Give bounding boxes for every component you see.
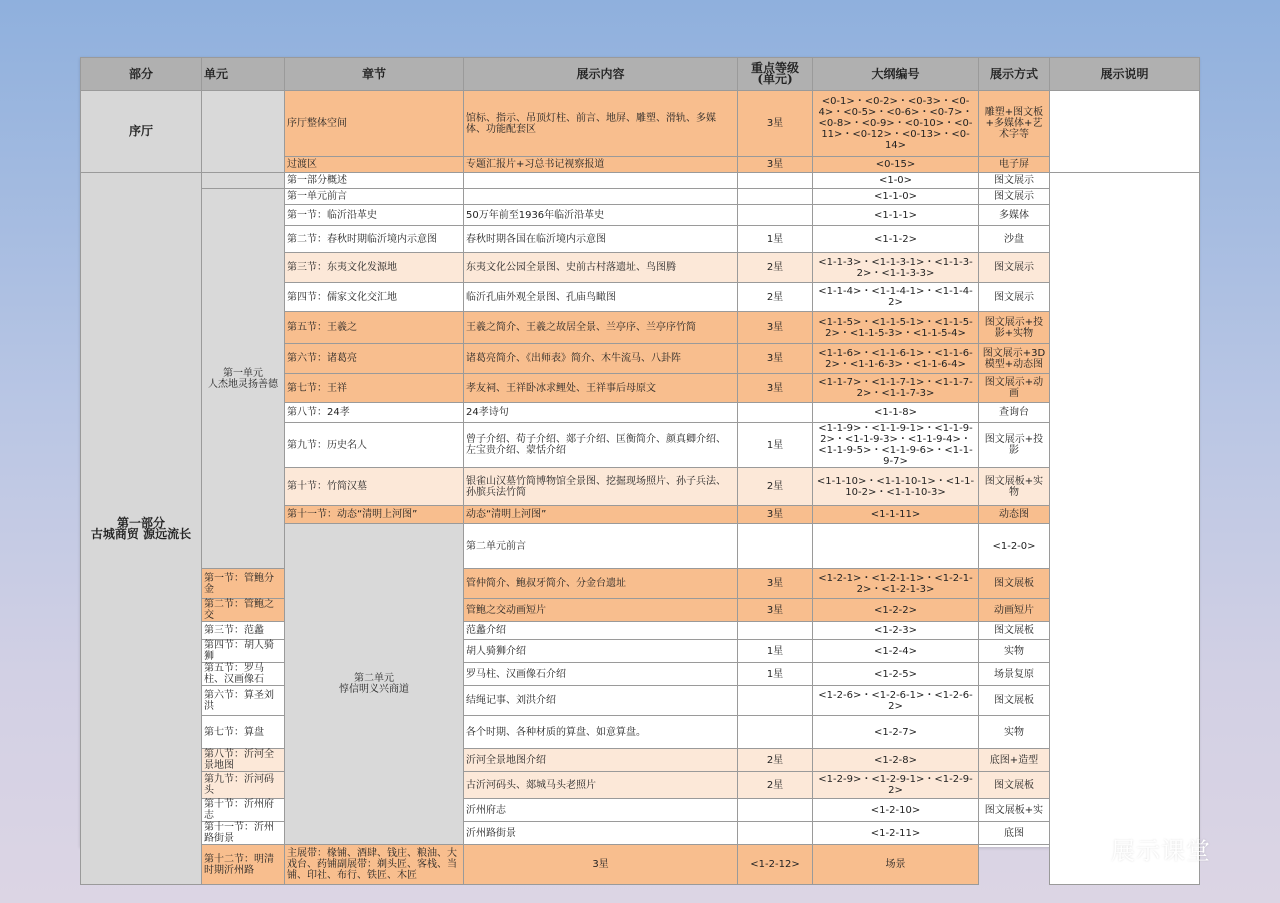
level-cell: 2星 xyxy=(738,283,813,312)
code-cell: <1-2-3> xyxy=(813,622,979,640)
unit-cell-empty xyxy=(202,91,285,173)
content-cell: 主展带：椽铺、酒肆、钱庄、粮油、大戏台、药铺副展带：剃头匠、客栈、当铺、印社、布行、铁匠、木匠 xyxy=(285,845,464,885)
chapter-cell: 第一部分概述 xyxy=(285,173,464,189)
mode-cell: 图文展板 xyxy=(979,686,1050,716)
unit-cell-empty xyxy=(202,173,285,189)
content-cell xyxy=(464,173,738,189)
code-cell: <1-0> xyxy=(813,173,979,189)
chapter-cell: 第七节：算盘 xyxy=(202,716,285,749)
header-row xyxy=(81,58,1200,91)
content-cell: 曾子介绍、荀子介绍、郯子介绍、匡衡简介、颜真卿介绍、左宝贵介绍、蒙恬介绍 xyxy=(464,423,738,468)
content-cell: 动态“清明上河图” xyxy=(464,506,738,524)
mode-cell: 底图 xyxy=(979,822,1050,845)
table-row xyxy=(81,640,1200,663)
section-cell: 第一部分 古城商贸 源远流长 xyxy=(81,173,202,885)
chapter-cell: 序厅整体空间 xyxy=(285,91,464,157)
header-unit: 单元 xyxy=(202,58,285,91)
level-cell xyxy=(738,189,813,205)
level-cell xyxy=(738,403,813,423)
code-cell: <1-2-1>・<1-2-1-1>・<1-2-1-2>・<1-2-1-3> xyxy=(813,569,979,599)
code-cell: <1-2-5> xyxy=(813,663,979,686)
mode-cell: 图文展示 xyxy=(979,173,1050,189)
header-part: 部分 xyxy=(81,58,202,91)
header-code: 大纲编号 xyxy=(813,58,979,91)
mode-cell: 场景 xyxy=(813,845,979,885)
level-cell xyxy=(738,173,813,189)
chapter-cell: 第一节：管鲍分金 xyxy=(202,569,285,599)
chapter-cell: 第一单元前言 xyxy=(285,189,464,205)
level-cell: 3星 xyxy=(738,91,813,157)
chapter-cell: 第十节：沂州府志 xyxy=(202,799,285,822)
code-cell: <0-15> xyxy=(813,157,979,173)
mode-cell: 底图+造型 xyxy=(979,749,1050,772)
content-cell: 50万年前至1936年临沂沿革史 xyxy=(464,205,738,226)
chapter-cell: 过渡区 xyxy=(285,157,464,173)
section-cell: 序厅 xyxy=(81,91,202,173)
code-cell: <1-1-0> xyxy=(813,189,979,205)
chapter-cell: 第四节：胡人骑狮 xyxy=(202,640,285,663)
mode-cell: 沙盘 xyxy=(979,226,1050,253)
table-row xyxy=(81,686,1200,716)
mode-cell: 实物 xyxy=(979,716,1050,749)
level-cell xyxy=(738,799,813,822)
code-cell: <1-2-9>・<1-2-9-1>・<1-2-9-2> xyxy=(813,772,979,799)
chapter-cell: 第十二节：明清时期沂州路 xyxy=(202,845,285,885)
level-cell: 3星 xyxy=(738,506,813,524)
mode-cell: 图文展板 xyxy=(979,772,1050,799)
watermark xyxy=(1067,828,1211,868)
mode-cell: 场景复原 xyxy=(979,663,1050,686)
code-cell: <1-1-7>・<1-1-7-1>・<1-1-7-2>・<1-1-7-3> xyxy=(813,374,979,403)
content-cell: 诸葛亮简介、《出师表》简介、木牛流马、八卦阵 xyxy=(464,344,738,374)
table-row xyxy=(81,599,1200,622)
mode-cell: 图文展板 xyxy=(979,622,1050,640)
code-cell: <1-2-8> xyxy=(813,749,979,772)
mode-cell: 图文展板 xyxy=(979,569,1050,599)
chapter-cell: 第十一节：沂州路街景 xyxy=(202,822,285,845)
level-cell: 3星 xyxy=(738,344,813,374)
code-cell: <1-1-9>・<1-1-9-1>・<1-1-9-2>・<1-1-9-3>・<1-1-9-4>・<1-1-9-5>・<1-1-9-6>・<1-1-9-7> xyxy=(813,423,979,468)
content-cell: 胡人骑狮介绍 xyxy=(464,640,738,663)
mode-cell: 多媒体 xyxy=(979,205,1050,226)
unit-cell: 第二单元 惇信明义兴商道 xyxy=(285,524,464,845)
content-cell: 春秋时期各国在临沂境内示意图 xyxy=(464,226,738,253)
chapter-cell: 第九节：历史名人 xyxy=(285,423,464,468)
mode-cell: 图文展示+动画 xyxy=(979,374,1050,403)
code-cell: <1-1-8> xyxy=(813,403,979,423)
chapter-cell: 第八节：24孝 xyxy=(285,403,464,423)
chapter-cell: 第四节：儒家文化交汇地 xyxy=(285,283,464,312)
content-cell: 管鲍之交动画短片 xyxy=(464,599,738,622)
level-cell: 1星 xyxy=(738,423,813,468)
mode-cell: 图文展示 xyxy=(979,253,1050,283)
content-cell: 古沂河码头、郯城马头老照片 xyxy=(464,772,738,799)
code-cell: <1-1-2> xyxy=(813,226,979,253)
content-cell: 沂州府志 xyxy=(464,799,738,822)
code-cell: <1-1-10>・<1-1-10-1>・<1-1-10-2>・<1-1-10-3> xyxy=(813,468,979,506)
level-cell xyxy=(738,622,813,640)
code-cell: <1-2-12> xyxy=(738,845,813,885)
table-row xyxy=(81,716,1200,749)
level-cell: 3星 xyxy=(738,157,813,173)
code-cell: <1-1-5>・<1-1-5-1>・<1-1-5-2>・<1-1-5-3>・<1-1-5-4> xyxy=(813,312,979,344)
mode-cell: 雕塑+图文板+多媒体+艺术字等 xyxy=(979,91,1050,157)
table-row xyxy=(81,822,1200,845)
mode-cell: 动画短片 xyxy=(979,599,1050,622)
level-cell: 1星 xyxy=(738,226,813,253)
table-row xyxy=(81,799,1200,822)
level-cell: 2星 xyxy=(738,749,813,772)
chapter-cell: 第五节：王羲之 xyxy=(285,312,464,344)
content-cell: 临沂孔庙外观全景图、孔庙鸟瞰图 xyxy=(464,283,738,312)
code-cell: <1-1-6>・<1-1-6-1>・<1-1-6-2>・<1-1-6-3>・<1-1-6-4> xyxy=(813,344,979,374)
content-cell: 馆标、指示、吊顶灯柱、前言、地屏、雕塑、滑轨、多媒体、功能配套区 xyxy=(464,91,738,157)
chapter-cell: 第三节：东夷文化发源地 xyxy=(285,253,464,283)
code-cell: <1-1-1> xyxy=(813,205,979,226)
chapter-cell: 第九节：沂河码头 xyxy=(202,772,285,799)
level-cell: 2星 xyxy=(738,253,813,283)
watermark-text: 展示课堂 xyxy=(1111,836,1211,865)
mode-cell: 实物 xyxy=(979,640,1050,663)
chapter-cell: 第二单元前言 xyxy=(464,524,738,569)
mode-cell: 图文展板+实物 xyxy=(979,468,1050,506)
code-cell: <0-1>・<0-2>・<0-3>・<0-4>・<0-5>・<0-6>・<0-7>・<0-8>・<0-9>・<0-10>・<0-11>・<0-12>・<0-13>・<0-14> xyxy=(813,91,979,157)
level-cell: 3星 xyxy=(464,845,738,885)
content-cell: 沂州路街景 xyxy=(464,822,738,845)
mode-cell: 图文展板+实 xyxy=(979,799,1050,822)
table-row xyxy=(81,749,1200,772)
level-cell: 3星 xyxy=(738,569,813,599)
code-cell: <1-2-4> xyxy=(813,640,979,663)
code-cell: <1-2-10> xyxy=(813,799,979,822)
content-cell: 24孝诗句 xyxy=(464,403,738,423)
level-cell xyxy=(738,822,813,845)
mode-cell: 图文展示+投影+实物 xyxy=(979,312,1050,344)
table-row xyxy=(81,569,1200,599)
content-cell: 东夷文化公园全景图、史前古村落遗址、鸟图腾 xyxy=(464,253,738,283)
level-cell: 3星 xyxy=(738,312,813,344)
table-row xyxy=(81,772,1200,799)
mode-cell: 查询台 xyxy=(979,403,1050,423)
exhibit-outline-table xyxy=(80,57,1200,885)
code-cell: <1-2-0> xyxy=(979,524,1050,569)
chapter-cell: 第八节：沂河全景地图 xyxy=(202,749,285,772)
level-cell: 2星 xyxy=(738,468,813,506)
mode-cell: 电子屏 xyxy=(979,157,1050,173)
level-cell: 2星 xyxy=(738,772,813,799)
content-cell: 银雀山汉墓竹简博物馆全景图、挖掘现场照片、孙子兵法、孙膑兵法竹简 xyxy=(464,468,738,506)
content-cell xyxy=(738,524,813,569)
code-cell: <1-2-2> xyxy=(813,599,979,622)
table-row xyxy=(81,622,1200,640)
table-row xyxy=(81,845,1200,885)
content-cell: 王羲之简介、王羲之故居全景、兰亭序、兰亭序竹简 xyxy=(464,312,738,344)
mode-cell: 图文展示+3D模型+动态图 xyxy=(979,344,1050,374)
level-cell xyxy=(813,524,979,569)
level-cell xyxy=(738,716,813,749)
level-cell: 3星 xyxy=(738,374,813,403)
mode-cell: 动态图 xyxy=(979,506,1050,524)
header-chapter: 章节 xyxy=(285,58,464,91)
code-cell: <1-1-11> xyxy=(813,506,979,524)
table-row xyxy=(81,173,1200,189)
content-cell xyxy=(464,189,738,205)
content-cell: 范蠡介绍 xyxy=(464,622,738,640)
chapter-cell: 第十节：竹简汉墓 xyxy=(285,468,464,506)
chapter-cell: 第三节：范蠡 xyxy=(202,622,285,640)
content-cell: 专题汇报片+习总书记视察报道 xyxy=(464,157,738,173)
chapter-cell: 第五节：罗马柱、汉画像石 xyxy=(202,663,285,686)
mode-cell: 图文展示+投影 xyxy=(979,423,1050,468)
chapter-cell: 第十一节：动态“清明上河图” xyxy=(285,506,464,524)
code-cell: <1-2-7> xyxy=(813,716,979,749)
level-cell: 1星 xyxy=(738,640,813,663)
mode-cell: 图文展示 xyxy=(979,189,1050,205)
unit-cell: 第一单元 人杰地灵扬善德 xyxy=(202,189,285,569)
mode-cell: 图文展示 xyxy=(979,283,1050,312)
content-cell: 孝友祠、王祥卧冰求鲤处、王祥事后母原文 xyxy=(464,374,738,403)
code-cell: <1-2-11> xyxy=(813,822,979,845)
chapter-cell: 第二节：管鲍之交 xyxy=(202,599,285,622)
header-note: 展示说明 xyxy=(1050,58,1200,91)
code-cell: <1-2-6>・<1-2-6-1>・<1-2-6-2> xyxy=(813,686,979,716)
note-cell xyxy=(1050,91,1200,173)
note-cell xyxy=(1050,173,1200,885)
header-level: 重点等级 (单元) xyxy=(738,58,813,91)
code-cell: <1-1-3>・<1-1-3-1>・<1-1-3-2>・<1-1-3-3> xyxy=(813,253,979,283)
chapter-cell: 第六节：算圣刘洪 xyxy=(202,686,285,716)
table-row xyxy=(81,91,1200,157)
level-cell xyxy=(738,205,813,226)
level-cell: 3星 xyxy=(738,599,813,622)
chapter-cell: 第六节：诸葛亮 xyxy=(285,344,464,374)
level-cell xyxy=(738,686,813,716)
header-mode: 展示方式 xyxy=(979,58,1050,91)
chapter-cell: 第一节：临沂沿革史 xyxy=(285,205,464,226)
wechat-icon xyxy=(1067,831,1107,865)
content-cell: 沂河全景地图介绍 xyxy=(464,749,738,772)
chapter-cell: 第七节：王祥 xyxy=(285,374,464,403)
content-cell: 各个时期、各种材质的算盘、如意算盘。 xyxy=(464,716,738,749)
content-cell: 罗马柱、汉画像石介绍 xyxy=(464,663,738,686)
content-cell: 管仲简介、鲍叔牙简介、分金台遗址 xyxy=(464,569,738,599)
code-cell: <1-1-4>・<1-1-4-1>・<1-1-4-2> xyxy=(813,283,979,312)
chapter-cell: 第二节：春秋时期临沂境内示意图 xyxy=(285,226,464,253)
header-content: 展示内容 xyxy=(464,58,738,91)
table-row xyxy=(81,663,1200,686)
table-row xyxy=(81,189,1200,205)
content-cell: 结绳记事、刘洪介绍 xyxy=(464,686,738,716)
level-cell: 1星 xyxy=(738,663,813,686)
